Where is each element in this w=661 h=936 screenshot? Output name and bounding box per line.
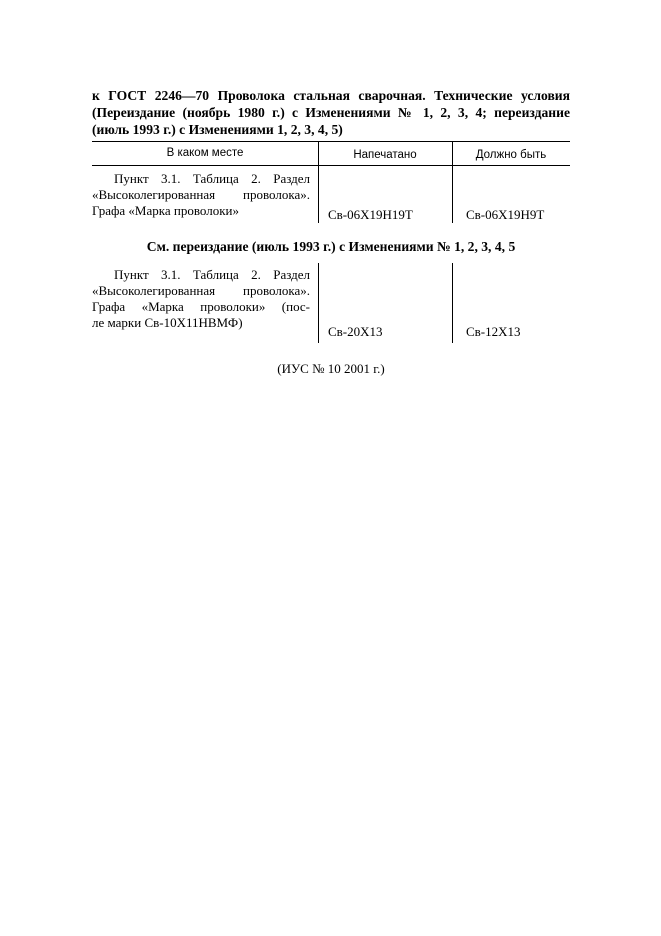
ius-reference: (ИУС № 10 2001 г.): [277, 361, 385, 376]
row1-where-line-2: «Высоколегированная проволока».: [92, 187, 310, 202]
column-header-should-be: Должно быть: [475, 149, 547, 161]
row2-printed: Св-20Х13: [328, 324, 383, 339]
column-divider-2: [452, 263, 453, 343]
header-line-3: (июль 1993 г.) с Изменениями 1, 2, 3, 4, 5): [92, 122, 343, 137]
document-header: [92, 87, 570, 138]
row2-where-line-4: ле марки Св-10Х11НВМФ): [92, 315, 243, 330]
column-divider-1: [318, 263, 319, 343]
row1-where: [92, 171, 310, 219]
reissue-note: См. переиздание (июль 1993 г.) с Изменениями № 1, 2, 3, 4, 5: [146, 239, 516, 254]
row2-should-be: Св-12Х13: [466, 324, 521, 339]
row1-where-line-3: Графа «Марка проволоки»: [92, 203, 239, 218]
row1-where-line-1: Пункт 3.1. Таблица 2. Раздел: [114, 171, 310, 186]
header-line-2: (Переиздание (ноябрь 1980 г.) с Изменениями № 1, 2, 3, 4; переиздание: [92, 105, 570, 120]
row2-where-line-3: Графа «Марка проволоки» (пос-: [92, 299, 310, 314]
correction-table-2: [92, 263, 570, 343]
row1-printed: Св-06Х19Н19Т: [328, 207, 413, 222]
correction-table-1: [92, 141, 570, 223]
table-header-rule: [92, 165, 570, 166]
row2-where-line-2: «Высоколегированная проволока».: [92, 283, 310, 298]
column-header-where: В каком месте: [166, 147, 244, 159]
row2-where-line-1: Пункт 3.1. Таблица 2. Раздел: [114, 267, 310, 282]
row1-should-be: Св-06Х19Н9Т: [466, 207, 545, 222]
row2-where: [92, 267, 310, 331]
column-header-printed: Напечатано: [353, 149, 417, 161]
header-line-1: к ГОСТ 2246—70 Проволока стальная сварочная. Технические условия: [92, 88, 570, 103]
table-top-rule: [92, 141, 570, 142]
